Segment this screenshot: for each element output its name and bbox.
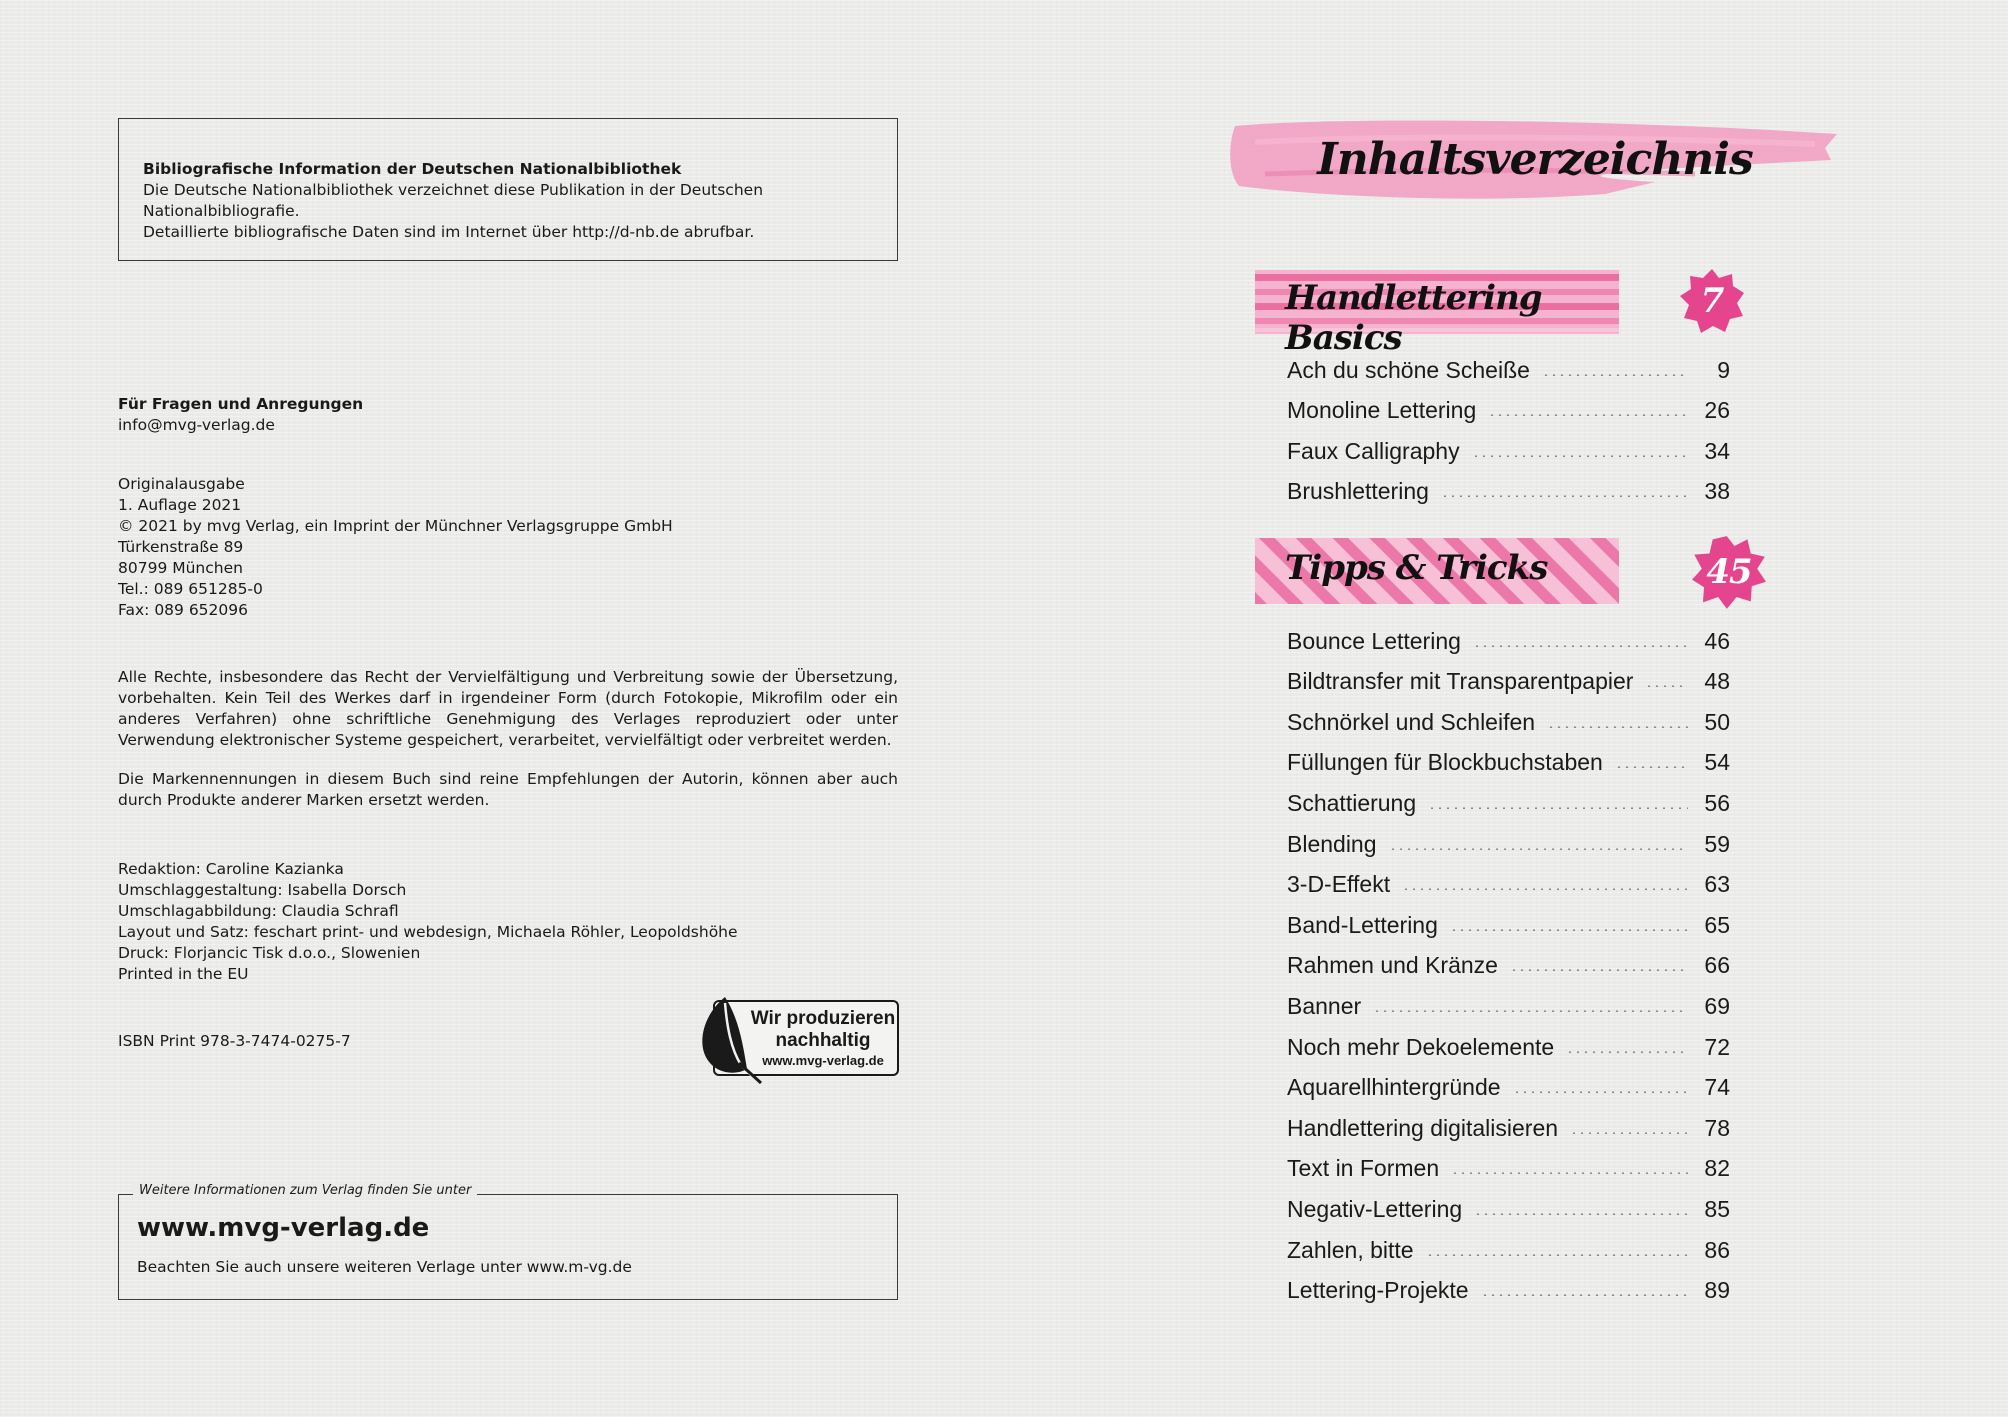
toc-entry[interactable]: [1287, 1142, 1730, 1183]
section-title: Tipps & Tricks: [1285, 548, 1548, 588]
toc-entry[interactable]: [1287, 939, 1730, 980]
toc-entry-page: 86: [1704, 1236, 1730, 1263]
eco-badge-line-2: nachhaltig: [775, 1030, 871, 1051]
toc-entry[interactable]: [1287, 465, 1730, 506]
toc-entry[interactable]: [1287, 614, 1730, 655]
credit-line: Layout und Satz: feschart print- und webdesign, Michaela Röhler, Leopoldshöhe: [118, 923, 738, 941]
dot-leader: [1389, 848, 1688, 850]
toc-entry[interactable]: [1287, 1101, 1730, 1142]
toc-entry-title: Schnörkel und Schleifen: [1287, 708, 1536, 735]
toc-entry-title: Handlettering digitalisieren: [1287, 1114, 1559, 1141]
toc-entry[interactable]: [1287, 1264, 1730, 1305]
toc-entry-page: 38: [1704, 478, 1730, 505]
toc-entry-page: 54: [1704, 749, 1730, 776]
contact-email[interactable]: info@mvg-verlag.de: [118, 416, 275, 434]
biblio-line-1: Die Deutsche Nationalbibliothek verzeichnet diese Publikation in der Deutschen Nationalbibliografie.: [143, 181, 764, 220]
brands-paragraph: Die Markennennungen in diesem Buch sind reine Empfehlungen der Autorin, können aber auch durch Produkte anderer Marken ersetzt werden.: [118, 770, 898, 809]
section-banner-tricks: [1255, 534, 1621, 608]
dot-leader: [1474, 1213, 1688, 1215]
toc-list-tricks: [1287, 614, 1730, 1304]
dot-leader: [1645, 685, 1688, 687]
footer-legend: Weitere Informationen zum Verlag finden Sie unter: [133, 1183, 477, 1198]
dot-leader: [1615, 766, 1688, 768]
toc-entry[interactable]: [1287, 343, 1730, 384]
toc-entry-page: 34: [1704, 437, 1730, 464]
toc-entry[interactable]: [1287, 384, 1730, 425]
section-page-number: 45: [1706, 552, 1752, 592]
toc-entry[interactable]: [1287, 979, 1730, 1020]
toc-entry-title: Brushlettering: [1287, 478, 1429, 505]
toc-entry-page: 63: [1704, 871, 1730, 898]
toc-entry-page: 50: [1704, 708, 1730, 735]
credit-line: Umschlaggestaltung: Isabella Dorsch: [118, 881, 407, 899]
page-splat-tricks: [1691, 534, 1767, 610]
dot-leader: [1547, 726, 1688, 728]
publisher-block: [118, 474, 818, 621]
contact-block: [118, 394, 618, 436]
toc-title: Inhaltsverzeichnis: [1317, 134, 1753, 185]
section-banner-basics: [1255, 264, 1621, 358]
toc-entry-page: 48: [1704, 668, 1730, 695]
dot-leader: [1481, 1294, 1688, 1296]
biblio-heading: Bibliografische Information der Deutschen Nationalbibliothek: [143, 160, 682, 178]
toc-entry-title: Faux Calligraphy: [1287, 437, 1460, 464]
dot-leader: [1373, 1010, 1688, 1012]
footer-note: Beachten Sie auch unsere weiteren Verlage unter www.m-vg.de: [137, 1258, 632, 1276]
eco-badge: [695, 993, 899, 1085]
biblio-box: [118, 118, 898, 261]
toc-entry-title: Lettering-Projekte: [1287, 1277, 1469, 1304]
credit-line: Umschlagabbildung: Claudia Schrafl: [118, 902, 399, 920]
biblio-line-2: Detaillierte bibliografische Daten sind im Internet über http://d-nb.de abrufbar.: [143, 223, 755, 241]
toc-entry-title: Bounce Lettering: [1287, 627, 1461, 654]
dot-leader: [1441, 495, 1688, 497]
footer-url[interactable]: www.mvg-verlag.de: [137, 1213, 430, 1243]
toc-entry-title: Noch mehr Dekoelemente: [1287, 1033, 1555, 1060]
publisher-line: Türkenstraße 89: [118, 538, 244, 556]
dot-leader: [1542, 374, 1688, 376]
publisher-line: 80799 München: [118, 559, 243, 577]
footer-box: [118, 1183, 898, 1300]
dot-leader: [1472, 455, 1688, 457]
publisher-line: Fax: 089 652096: [118, 601, 248, 619]
eco-badge-line-1: Wir produzieren: [750, 1008, 896, 1029]
eco-badge-url: www.mvg-verlag.de: [762, 1053, 884, 1068]
section-page-number: 7: [1700, 281, 1724, 321]
dot-leader: [1473, 645, 1688, 647]
dot-leader: [1513, 1091, 1688, 1093]
toc-entry[interactable]: [1287, 1182, 1730, 1223]
dot-leader: [1566, 1051, 1688, 1053]
dot-leader: [1450, 929, 1688, 931]
toc-entry-title: Zahlen, bitte: [1287, 1236, 1414, 1263]
toc-entry-title: Füllungen für Blockbuchstaben: [1287, 749, 1603, 776]
toc-entry[interactable]: [1287, 776, 1730, 817]
toc-entry[interactable]: [1287, 817, 1730, 858]
toc-entry[interactable]: [1287, 424, 1730, 465]
toc-title-banner: [1225, 112, 1845, 202]
toc-entry-page: 74: [1704, 1074, 1730, 1101]
toc-entry-page: 72: [1704, 1033, 1730, 1060]
publisher-line: Tel.: 089 651285-0: [118, 580, 263, 598]
toc-entry-title: Aquarellhintergründe: [1287, 1074, 1501, 1101]
toc-entry-title: 3-D-Effekt: [1287, 871, 1391, 898]
dot-leader: [1451, 1172, 1688, 1174]
publisher-line: Originalausgabe: [118, 475, 245, 493]
isbn: ISBN Print 978-3-7474-0275-7: [118, 1032, 351, 1050]
toc-entry-title: Blending: [1287, 830, 1377, 857]
dot-leader: [1428, 807, 1688, 809]
toc-list-basics: [1287, 343, 1730, 505]
credit-line: Druck: Florjancic Tisk d.o.o., Slowenien: [118, 944, 421, 962]
toc-entry-page: 56: [1704, 789, 1730, 816]
toc-entry-page: 65: [1704, 911, 1730, 938]
toc-entry-page: 69: [1704, 992, 1730, 1019]
toc-entry[interactable]: [1287, 858, 1730, 899]
toc-entry-page: 59: [1704, 830, 1730, 857]
toc-entry[interactable]: [1287, 898, 1730, 939]
toc-entry-title: Ach du schöne Scheiße: [1287, 356, 1530, 383]
dot-leader: [1570, 1132, 1688, 1134]
dot-leader: [1402, 888, 1688, 890]
toc-entry[interactable]: [1287, 736, 1730, 777]
credit-line: Redaktion: Caroline Kazianka: [118, 860, 344, 878]
toc-entry-title: Schattierung: [1287, 789, 1417, 816]
section-title: Handlettering Basics: [1285, 278, 1542, 358]
toc-entry[interactable]: [1287, 1061, 1730, 1102]
dot-leader: [1488, 414, 1688, 416]
credits-block: [118, 859, 878, 985]
dot-leader: [1426, 1254, 1688, 1256]
toc-entry-title: Text in Formen: [1287, 1155, 1440, 1182]
toc-entry-title: Banner: [1287, 992, 1362, 1019]
toc-entry-title: Bildtransfer mit Transparentpapier: [1287, 668, 1634, 695]
toc-entry-page: 78: [1704, 1114, 1730, 1141]
toc-entry-title: Band-Lettering: [1287, 911, 1438, 938]
publisher-line: © 2021 by mvg Verlag, ein Imprint der Münchner Verlagsgruppe GmbH: [118, 517, 673, 535]
contact-heading: Für Fragen und Anregungen: [118, 395, 364, 413]
credit-line: Printed in the EU: [118, 965, 249, 983]
toc-entry-page: 82: [1704, 1155, 1730, 1182]
toc-entry-page: 85: [1704, 1195, 1730, 1222]
toc-entry-page: 26: [1704, 397, 1730, 424]
rights-paragraph: Alle Rechte, insbesondere das Recht der Vervielfältigung und Verbreitung sowie der Übersetzung, vorbehalten. Kein Teil des Werkes darf in irgendeiner Form (durch Fotokopie, Mikrofilm oder ein anderes Verfahren) ohne schriftliche Genehmigung des Verlages reproduziert oder unter Verwendung elektronischer Systeme gespeichert, verarbeitet, vervielfältigt oder verbreitet werden.: [118, 668, 898, 749]
toc-entry[interactable]: [1287, 695, 1730, 736]
toc-entry-page: 89: [1704, 1277, 1730, 1304]
toc-entry[interactable]: [1287, 655, 1730, 696]
toc-entry-page: 9: [1717, 356, 1730, 383]
dot-leader: [1510, 969, 1688, 971]
toc-entry[interactable]: [1287, 1223, 1730, 1264]
toc-entry-page: 66: [1704, 952, 1730, 979]
publisher-line: 1. Auflage 2021: [118, 496, 242, 514]
toc-entry-title: Rahmen und Kränze: [1287, 952, 1498, 979]
toc-entry-title: Negativ-Lettering: [1287, 1195, 1463, 1222]
toc-entry[interactable]: [1287, 1020, 1730, 1061]
page-splat-basics: [1677, 266, 1747, 336]
toc-entry-page: 46: [1704, 627, 1730, 654]
toc-entry-title: Monoline Lettering: [1287, 397, 1477, 424]
